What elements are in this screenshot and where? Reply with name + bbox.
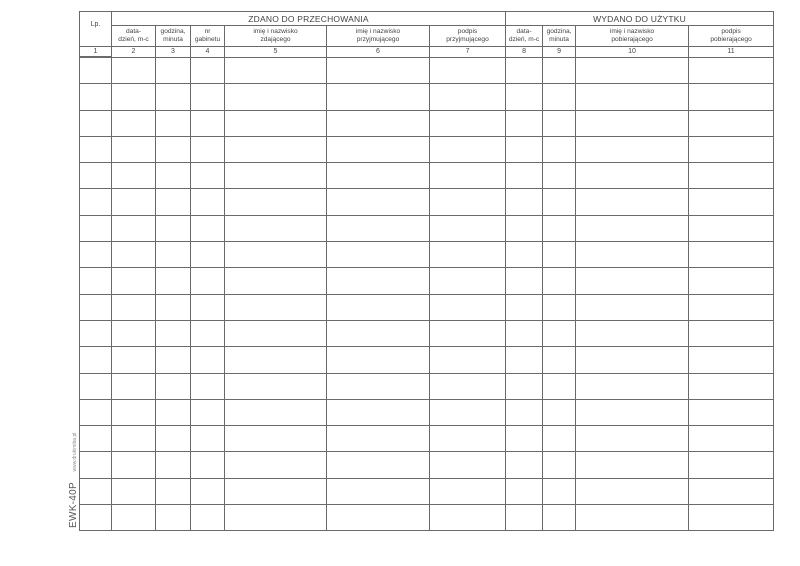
entry-cell[interactable]	[156, 347, 191, 373]
col-issue-time-header: godzina, minuta	[543, 26, 576, 47]
entry-cell[interactable]	[506, 426, 543, 452]
entry-cell[interactable]	[327, 347, 430, 373]
entry-cell[interactable]	[327, 373, 430, 399]
table-row	[80, 110, 774, 136]
entry-cell[interactable]	[543, 347, 576, 373]
entry-cell[interactable]	[80, 242, 112, 268]
entry-cell[interactable]	[506, 268, 543, 294]
entry-cell[interactable]	[156, 478, 191, 504]
entry-cell[interactable]	[506, 478, 543, 504]
entry-cell[interactable]	[80, 320, 112, 346]
entry-cell[interactable]	[112, 373, 156, 399]
entry-cell[interactable]	[506, 294, 543, 320]
entry-cell[interactable]	[576, 426, 689, 452]
entry-cell[interactable]	[576, 347, 689, 373]
entry-cell[interactable]	[225, 426, 327, 452]
entry-cell[interactable]	[576, 268, 689, 294]
entry-cell[interactable]	[327, 163, 430, 189]
entry-cell[interactable]	[327, 57, 430, 84]
entry-cell[interactable]	[191, 320, 225, 346]
entry-cell[interactable]	[506, 373, 543, 399]
entry-cell[interactable]	[576, 294, 689, 320]
column-number: 6	[327, 47, 430, 58]
entry-cell[interactable]	[327, 478, 430, 504]
entry-cell[interactable]	[156, 84, 191, 110]
entry-cell[interactable]	[112, 320, 156, 346]
entry-cell[interactable]	[430, 163, 506, 189]
entry-cell[interactable]	[689, 163, 774, 189]
entry-cell[interactable]	[506, 189, 543, 215]
entry-cell[interactable]	[689, 136, 774, 162]
entry-cell[interactable]	[80, 478, 112, 504]
entry-cell[interactable]	[80, 268, 112, 294]
col-receiver-name-header: imię i nazwisko przyjmującego	[327, 26, 430, 47]
entry-cell[interactable]	[191, 347, 225, 373]
entry-cell[interactable]	[191, 242, 225, 268]
entry-cell[interactable]	[576, 136, 689, 162]
table-row	[80, 399, 774, 425]
table-row	[80, 84, 774, 110]
entry-cell[interactable]	[576, 373, 689, 399]
entry-cell[interactable]	[80, 136, 112, 162]
entry-cell[interactable]	[112, 242, 156, 268]
entry-cell[interactable]	[430, 215, 506, 241]
entry-cell[interactable]	[80, 347, 112, 373]
entry-cell[interactable]	[112, 426, 156, 452]
entry-cell[interactable]	[112, 505, 156, 531]
entry-cell[interactable]	[80, 84, 112, 110]
entry-cell[interactable]	[225, 189, 327, 215]
entry-cell[interactable]	[156, 163, 191, 189]
entry-cell[interactable]	[506, 110, 543, 136]
table-row	[80, 242, 774, 268]
column-number: 11	[689, 47, 774, 58]
section-issued-header: WYDANO DO UŻYTKU	[506, 12, 774, 26]
entry-cell[interactable]	[576, 242, 689, 268]
entry-cell[interactable]	[191, 478, 225, 504]
entry-cell[interactable]	[225, 84, 327, 110]
entry-cell[interactable]	[225, 294, 327, 320]
entry-cell[interactable]	[80, 373, 112, 399]
entry-cell[interactable]	[430, 136, 506, 162]
entry-cell[interactable]	[430, 294, 506, 320]
entry-cell[interactable]	[430, 399, 506, 425]
table-row	[80, 452, 774, 478]
entry-cell[interactable]	[225, 136, 327, 162]
column-number: 2	[112, 47, 156, 58]
entry-cell[interactable]	[689, 189, 774, 215]
entry-cell[interactable]	[506, 505, 543, 531]
entry-cell[interactable]	[327, 136, 430, 162]
entry-cell[interactable]	[112, 294, 156, 320]
col-receiver-signature-header: podpis przyjmującego	[430, 26, 506, 47]
entry-cell[interactable]	[543, 294, 576, 320]
entry-cell[interactable]	[191, 268, 225, 294]
column-number: 1	[80, 47, 112, 58]
entry-cell[interactable]	[689, 373, 774, 399]
entry-cell[interactable]	[430, 426, 506, 452]
entry-cell[interactable]	[689, 294, 774, 320]
publisher-website: www.drukimiba.pl	[72, 432, 78, 472]
entry-cell[interactable]	[576, 320, 689, 346]
entry-cell[interactable]	[543, 426, 576, 452]
entry-cell[interactable]	[327, 452, 430, 478]
entry-cell[interactable]	[506, 399, 543, 425]
table-row	[80, 373, 774, 399]
entry-cell[interactable]	[506, 163, 543, 189]
entry-cell[interactable]	[689, 399, 774, 425]
entry-cell[interactable]	[156, 426, 191, 452]
entry-cell[interactable]	[543, 320, 576, 346]
entry-cell[interactable]	[191, 426, 225, 452]
entry-cell[interactable]	[327, 399, 430, 425]
entry-cell[interactable]	[80, 505, 112, 531]
entry-cell[interactable]	[506, 347, 543, 373]
entry-cell[interactable]	[112, 189, 156, 215]
entry-cell[interactable]	[327, 320, 430, 346]
entry-rows	[80, 57, 774, 531]
form-code: EWK-40P	[68, 481, 79, 528]
table-row	[80, 215, 774, 241]
entry-cell[interactable]	[543, 242, 576, 268]
entry-cell[interactable]	[191, 110, 225, 136]
column-number: 9	[543, 47, 576, 58]
entry-cell[interactable]	[430, 347, 506, 373]
entry-cell[interactable]	[225, 320, 327, 346]
entry-cell[interactable]	[576, 57, 689, 84]
entry-cell[interactable]	[156, 452, 191, 478]
entry-cell[interactable]	[543, 373, 576, 399]
entry-cell[interactable]	[506, 84, 543, 110]
entry-cell[interactable]	[689, 426, 774, 452]
entry-cell[interactable]	[327, 294, 430, 320]
entry-cell[interactable]	[112, 84, 156, 110]
entry-cell[interactable]	[576, 399, 689, 425]
entry-cell[interactable]	[430, 189, 506, 215]
entry-cell[interactable]	[112, 136, 156, 162]
table-row	[80, 163, 774, 189]
entry-cell[interactable]	[80, 57, 112, 84]
table-row	[80, 347, 774, 373]
entry-cell[interactable]	[191, 373, 225, 399]
entry-cell[interactable]	[191, 189, 225, 215]
entry-cell[interactable]	[191, 57, 225, 84]
entry-cell[interactable]	[543, 110, 576, 136]
entry-cell[interactable]	[543, 136, 576, 162]
entry-cell[interactable]	[430, 268, 506, 294]
entry-cell[interactable]	[576, 452, 689, 478]
table-row	[80, 426, 774, 452]
entry-cell[interactable]	[689, 110, 774, 136]
col-date-header: data- dzień, m-c	[112, 26, 156, 47]
entry-cell[interactable]	[191, 84, 225, 110]
column-number-row	[80, 47, 774, 58]
entry-cell[interactable]	[80, 399, 112, 425]
col-collector-signature-header: podpis pobierającego	[689, 26, 774, 47]
entry-cell[interactable]	[112, 452, 156, 478]
entry-cell[interactable]	[191, 505, 225, 531]
entry-cell[interactable]	[576, 215, 689, 241]
entry-cell[interactable]	[327, 505, 430, 531]
table-row	[80, 268, 774, 294]
col-office-header: nr gabinetu	[191, 26, 225, 47]
entry-cell[interactable]	[689, 57, 774, 84]
entry-cell[interactable]	[543, 505, 576, 531]
entry-cell[interactable]	[327, 215, 430, 241]
entry-cell[interactable]	[689, 320, 774, 346]
entry-cell[interactable]	[225, 242, 327, 268]
entry-cell[interactable]	[327, 189, 430, 215]
entry-cell[interactable]	[430, 452, 506, 478]
entry-cell[interactable]	[191, 452, 225, 478]
entry-cell[interactable]	[430, 373, 506, 399]
entry-cell[interactable]	[225, 57, 327, 84]
entry-cell[interactable]	[112, 478, 156, 504]
entry-cell[interactable]	[689, 505, 774, 531]
entry-cell[interactable]	[80, 189, 112, 215]
entry-cell[interactable]	[156, 215, 191, 241]
entry-cell[interactable]	[112, 347, 156, 373]
entry-cell[interactable]	[576, 163, 689, 189]
entry-cell[interactable]	[543, 478, 576, 504]
entry-cell[interactable]	[156, 373, 191, 399]
entry-cell[interactable]	[543, 163, 576, 189]
entry-cell[interactable]	[156, 242, 191, 268]
entry-cell[interactable]	[156, 268, 191, 294]
entry-cell[interactable]	[156, 189, 191, 215]
entry-cell[interactable]	[430, 57, 506, 84]
entry-cell[interactable]	[112, 399, 156, 425]
entry-cell[interactable]	[430, 505, 506, 531]
entry-cell[interactable]	[112, 110, 156, 136]
entry-cell[interactable]	[689, 84, 774, 110]
entry-cell[interactable]	[576, 110, 689, 136]
entry-cell[interactable]	[225, 505, 327, 531]
entry-cell[interactable]	[80, 110, 112, 136]
entry-cell[interactable]	[543, 57, 576, 84]
entry-cell[interactable]	[112, 57, 156, 84]
column-number: 4	[191, 47, 225, 58]
table-row	[80, 478, 774, 504]
entry-cell[interactable]	[225, 268, 327, 294]
column-number: 3	[156, 47, 191, 58]
entry-cell[interactable]	[156, 110, 191, 136]
entry-cell[interactable]	[543, 189, 576, 215]
entry-cell[interactable]	[430, 320, 506, 346]
entry-cell[interactable]	[327, 268, 430, 294]
entry-cell[interactable]	[112, 215, 156, 241]
entry-cell[interactable]	[543, 268, 576, 294]
entry-cell[interactable]	[191, 215, 225, 241]
entry-cell[interactable]	[80, 452, 112, 478]
column-number: 7	[430, 47, 506, 58]
entry-cell[interactable]	[506, 57, 543, 84]
entry-cell[interactable]	[156, 399, 191, 425]
entry-cell[interactable]	[327, 426, 430, 452]
entry-cell[interactable]	[576, 84, 689, 110]
table-row	[80, 57, 774, 84]
col-depositor-name-header: imię i nazwisko zdającego	[225, 26, 327, 47]
entry-cell[interactable]	[543, 215, 576, 241]
entry-cell[interactable]	[506, 242, 543, 268]
entry-cell[interactable]	[430, 478, 506, 504]
entry-cell[interactable]	[80, 294, 112, 320]
entry-cell[interactable]	[191, 163, 225, 189]
entry-cell[interactable]	[576, 505, 689, 531]
entry-cell[interactable]	[689, 268, 774, 294]
entry-cell[interactable]	[80, 426, 112, 452]
table-row	[80, 136, 774, 162]
entry-cell[interactable]	[327, 110, 430, 136]
entry-cell[interactable]	[225, 163, 327, 189]
entry-cell[interactable]	[506, 215, 543, 241]
entry-cell[interactable]	[543, 84, 576, 110]
entry-cell[interactable]	[156, 57, 191, 84]
lp-header: Lp.	[80, 12, 112, 47]
col-time-header: godzina, minuta	[156, 26, 191, 47]
entry-cell[interactable]	[80, 163, 112, 189]
col-issue-date-header: data- dzień, m-c	[506, 26, 543, 47]
entry-cell[interactable]	[156, 505, 191, 531]
entry-cell[interactable]	[156, 320, 191, 346]
col-collector-name-header: imię i nazwisko pobierającego	[576, 26, 689, 47]
entry-cell[interactable]	[506, 136, 543, 162]
entry-cell[interactable]	[327, 84, 430, 110]
entry-cell[interactable]	[689, 242, 774, 268]
form-code-footer	[63, 433, 81, 528]
section-deposited-header: ZDANO DO PRZECHOWANIA	[112, 12, 506, 26]
entry-cell[interactable]	[225, 399, 327, 425]
entry-cell[interactable]	[576, 478, 689, 504]
entry-cell[interactable]	[689, 478, 774, 504]
entry-cell[interactable]	[576, 189, 689, 215]
entry-cell[interactable]	[156, 294, 191, 320]
entry-cell[interactable]	[191, 136, 225, 162]
entry-cell[interactable]	[80, 215, 112, 241]
entry-cell[interactable]	[156, 136, 191, 162]
entry-cell[interactable]	[327, 242, 430, 268]
register-form-table	[79, 11, 774, 531]
table-row	[80, 505, 774, 531]
entry-cell[interactable]	[506, 452, 543, 478]
entry-cell[interactable]	[112, 268, 156, 294]
table-row	[80, 320, 774, 346]
entry-cell[interactable]	[543, 399, 576, 425]
table-row	[80, 189, 774, 215]
entry-cell[interactable]	[225, 347, 327, 373]
entry-cell[interactable]	[225, 373, 327, 399]
column-number: 8	[506, 47, 543, 58]
column-number: 5	[225, 47, 327, 58]
entry-cell[interactable]	[430, 84, 506, 110]
entry-cell[interactable]	[543, 452, 576, 478]
entry-cell[interactable]	[689, 215, 774, 241]
entry-cell[interactable]	[225, 110, 327, 136]
entry-cell[interactable]	[191, 399, 225, 425]
table-row	[80, 294, 774, 320]
entry-cell[interactable]	[225, 215, 327, 241]
entry-cell[interactable]	[225, 452, 327, 478]
entry-cell[interactable]	[689, 347, 774, 373]
column-number: 10	[576, 47, 689, 58]
entry-cell[interactable]	[191, 294, 225, 320]
entry-cell[interactable]	[112, 163, 156, 189]
entry-cell[interactable]	[506, 320, 543, 346]
entry-cell[interactable]	[430, 242, 506, 268]
entry-cell[interactable]	[225, 478, 327, 504]
entry-cell[interactable]	[689, 452, 774, 478]
entry-cell[interactable]	[430, 110, 506, 136]
